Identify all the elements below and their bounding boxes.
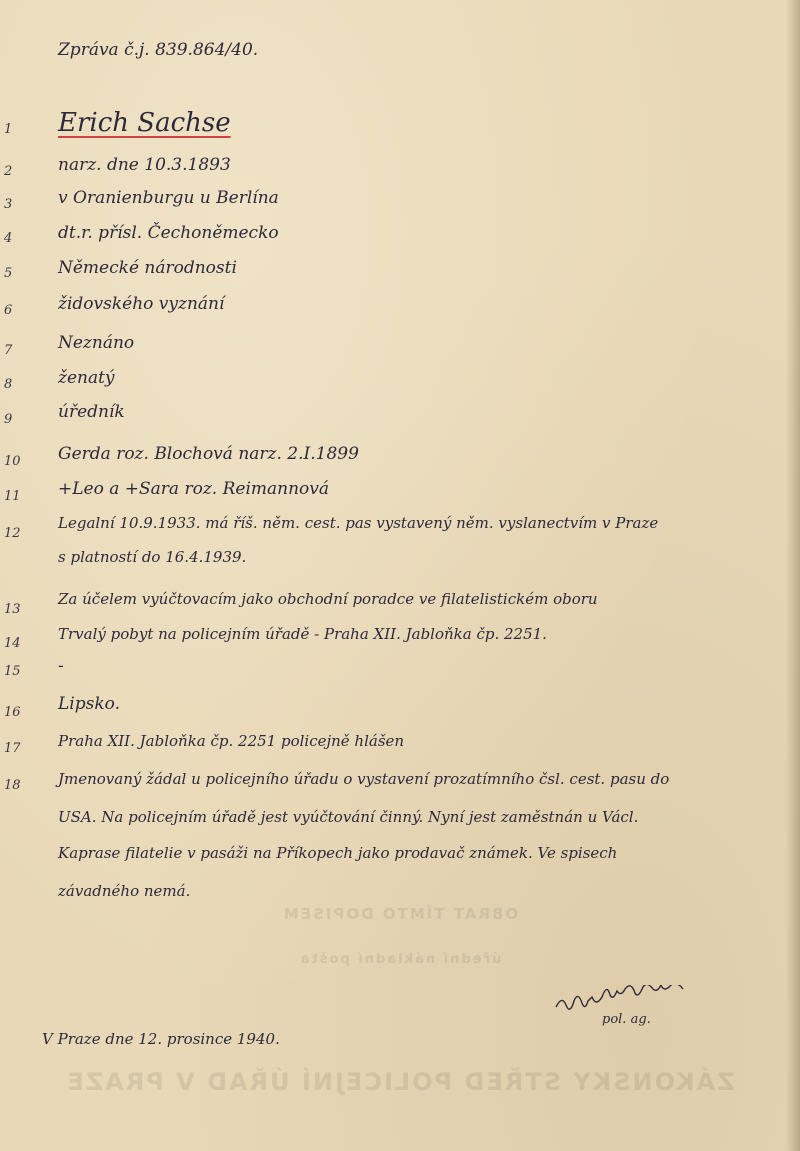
citizenship: dt.r. přísl. Čechoněmecko <box>58 223 279 243</box>
line-number: 10 <box>4 454 21 469</box>
line-number: 8 <box>4 377 13 392</box>
reference-number: Zpráva č.j. 839.864/40. <box>58 40 259 60</box>
line-number: 16 <box>4 705 21 720</box>
parents: +Leo a +Sara roz. Reimannová <box>58 479 330 499</box>
paper-edge <box>786 0 800 1151</box>
line-number: 5 <box>4 266 13 281</box>
birth-date: narz. dne 10.3.1893 <box>58 155 231 175</box>
bleed-through-text: OBRAT TÍMTO DOPISEM <box>281 905 519 923</box>
line-number: 2 <box>4 164 13 179</box>
nationality: Německé národnosti <box>58 258 237 278</box>
place-date: V Praze dne 12. prosince 1940. <box>42 1030 280 1048</box>
line-number: 4 <box>4 231 13 246</box>
line-number: 3 <box>4 197 13 212</box>
occupation: úředník <box>58 402 125 422</box>
bleed-through-text: úřední nákladní pošta <box>298 952 502 967</box>
line-number: 11 <box>4 489 21 504</box>
birth-place: v Oranienburgu u Berlína <box>58 188 279 208</box>
line-number: 15 <box>4 664 21 679</box>
previous-residence: Lipsko. <box>58 694 120 714</box>
person-name: Erich Sachse <box>58 108 231 138</box>
line-number: 7 <box>4 343 13 358</box>
remarks-line-1: Jmenovaný žádal u policejního úřadu o vystavení prozatímního čsl. cest. pasu do <box>58 770 670 788</box>
line-number: 17 <box>4 741 21 756</box>
residence: Trvalý pobyt na policejním úřadě - Praha XII. Jabloňka čp. 2251. <box>58 625 547 643</box>
bleed-through-text: ZÁKONSKY STŘED POLICEJNÍ ÚŘAD V PRAZE <box>65 1068 735 1096</box>
remarks-line-3: Kaprase filatelie v pasáži na Příkopech jako prodavač známek. Ve spisech <box>58 844 618 862</box>
marital-status: ženatý <box>58 368 115 388</box>
spouse: Gerda roz. Blochová narz. 2.I.1899 <box>58 444 359 464</box>
line-number: 14 <box>4 636 21 651</box>
passport-validity: s platností do 16.4.1939. <box>58 548 247 566</box>
signature-role: pol. ag. <box>602 1012 651 1027</box>
religion: židovského vyznání <box>58 294 225 314</box>
passport-info: Legalní 10.9.1933. má říš. něm. cest. pas vystavený něm. vyslanectvím v Praze <box>58 514 659 532</box>
registration: Praha XII. Jabloňka čp. 2251 policejně hlášen <box>58 732 405 750</box>
line-number: 12 <box>4 526 21 541</box>
remarks-line-4: závadného nemá. <box>58 882 191 900</box>
remarks-line-2: USA. Na policejním úřadě jest vyúčtování činný. Nyní jest zaměstnán u Václ. <box>58 808 639 826</box>
line-number: 1 <box>4 122 13 137</box>
line-7-value: Neznáno <box>58 333 135 353</box>
line-15-value: - <box>58 656 64 676</box>
line-number: 13 <box>4 602 21 617</box>
line-number: 6 <box>4 303 13 318</box>
line-number: 9 <box>4 412 13 427</box>
purpose: Za účelem vyúčtovacím jako obchodní poradce ve filatelistickém oboru <box>58 590 598 608</box>
line-number: 18 <box>4 778 21 793</box>
